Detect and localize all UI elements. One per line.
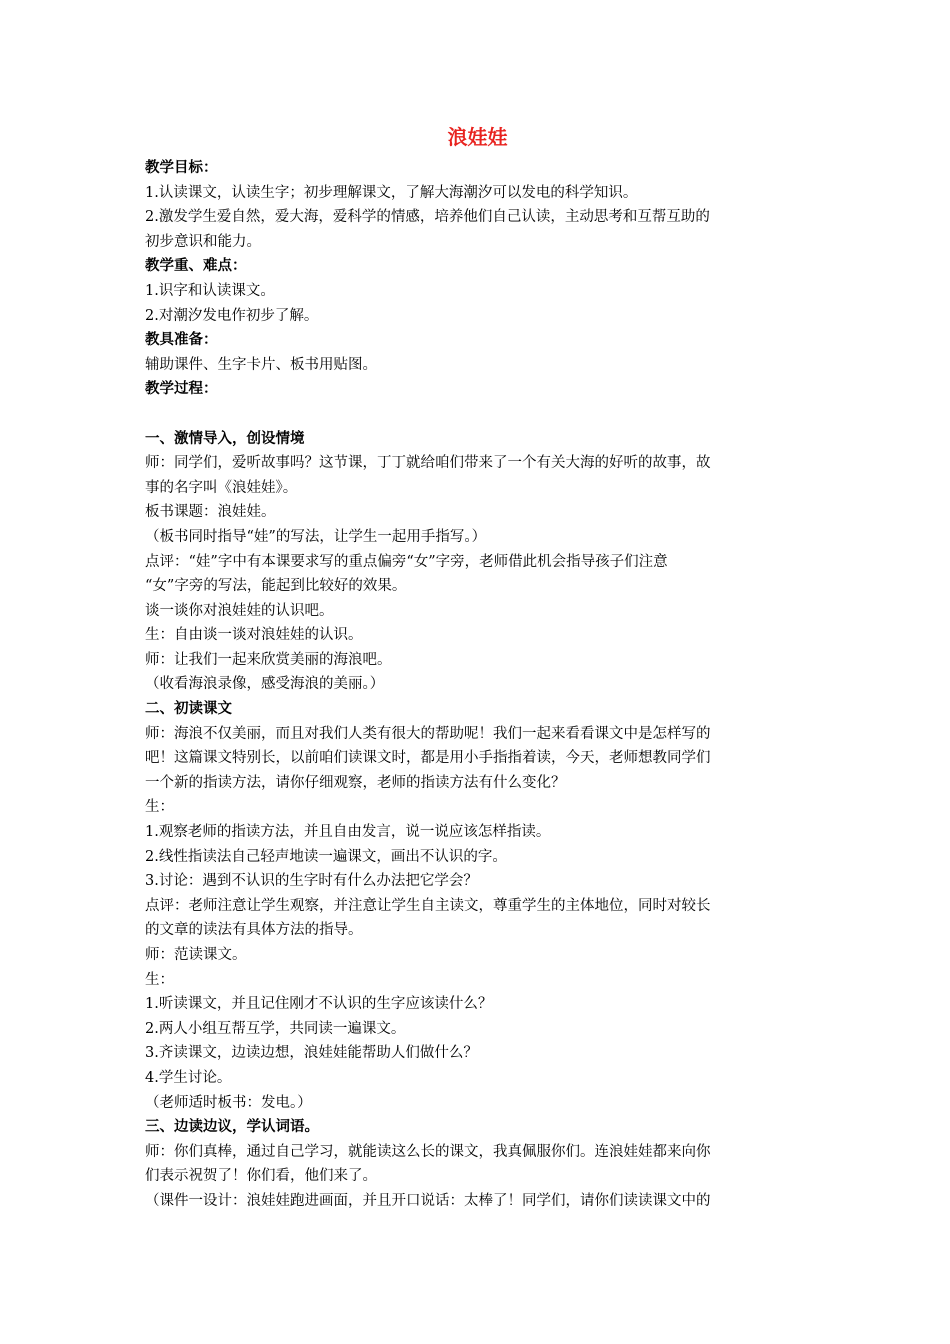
- text-line: 点评：“娃”字中有本课要求写的重点偏旁“女”字旁，老师借此机会指导孩子们注意: [145, 553, 668, 570]
- text-line: 生：自由谈一谈对浪娃娃的认识。: [145, 627, 363, 644]
- text-line: 1.识字和认读课文。: [145, 282, 275, 299]
- text-line: （板书同时指导“娃”的写法，让学生一起用手指写。）: [145, 528, 487, 545]
- section-heading: 教学目标：: [145, 160, 218, 176]
- section-heading: 一、激情导入，创设情境: [145, 430, 305, 447]
- text-line: 初步意识和能力。: [145, 233, 261, 250]
- section-heading: 教学过程：: [145, 381, 218, 398]
- text-line: 生：: [145, 799, 174, 816]
- section-heading: 三、边读边议，学认词语。: [145, 1119, 319, 1136]
- text-line: （收看海浪录像，感受海浪的美丽。）: [145, 676, 385, 693]
- text-line: 师：范读课文。: [145, 947, 247, 963]
- text-line: 板书课题：浪娃娃。: [145, 504, 276, 521]
- text-line: 吧！这篇课文特别长，以前咱们读课文时，都是用小手指指着读，今天，老师想教同学们: [145, 750, 711, 767]
- text-line: 师：你们真棒，通过自己学习，就能读这么长的课文，我真佩服你们。连浪娃娃都来向你: [145, 1143, 711, 1160]
- text-line: 2.激发学生爱自然，爱大海，爱科学的情感，培养他们自己认读，主动思考和互帮互助的: [145, 209, 710, 226]
- text-line: 一个新的指读方法，请你仔细观察，老师的指读方法有什么变化？: [145, 774, 566, 791]
- text-line: （老师适时板书：发电。）: [145, 1094, 312, 1111]
- document-page: [145, 118, 810, 1214]
- text-line: 们表示祝贺了！你们看，他们来了。: [145, 1168, 377, 1185]
- text-line: 3.齐读课文，边读边想，浪娃娃能帮助人们做什么？: [145, 1045, 478, 1062]
- text-line: 1.听读课文，并且记住刚才不认识的生字应该读什么？: [145, 996, 493, 1013]
- text-line: 生：: [145, 971, 174, 988]
- text-line: 1.认读课文，认读生字；初步理解课文，了解大海潮汐可以发电的科学知识。: [145, 184, 638, 201]
- text-line: 3.讨论：遇到不认识的生字时有什么办法把它学会？: [145, 873, 478, 890]
- text-line: 点评：老师注意让学生观察，并注意让学生自主读文，尊重学生的主体地位，同时对较长: [145, 897, 711, 914]
- text-line: 1.观察老师的指读方法，并且自由发言，说一说应该怎样指读。: [145, 824, 551, 841]
- text-line: 师：让我们一起来欣赏美丽的海浪吧。: [145, 651, 392, 668]
- section-heading: 教具准备：: [145, 332, 218, 349]
- text-line: （课件一设计：浪娃娃跑进画面，并且开口说话：太棒了！同学们，请你们读读课文中的: [145, 1192, 711, 1209]
- section-heading: 二、初读课文: [145, 701, 232, 718]
- text-line: 4.学生讨论。: [145, 1069, 232, 1086]
- document-title: 浪娃娃: [447, 125, 508, 149]
- text-line: 师：同学们，爱听故事吗？这节课，丁丁就给咱们带来了一个有关大海的好听的故事，故: [145, 455, 711, 472]
- text-line: 事的名字叫《浪娃娃》。: [145, 479, 298, 496]
- text-line: 2.两人小组互帮互学，共同读一遍课文。: [145, 1020, 406, 1037]
- text-line: 师：海浪不仅美丽，而且对我们人类有很大的帮助呢！我们一起来看看课文中是怎样写的: [145, 725, 711, 742]
- section-heading: 教学重、难点：: [145, 258, 247, 275]
- text-line: 的文章的读法有具体方法的指导。: [145, 922, 363, 939]
- document-body: [145, 156, 810, 1214]
- text-line: 2.线性指读法自己轻声地读一遍课文，画出不认识的字。: [145, 848, 507, 865]
- blank-line: [145, 402, 810, 427]
- text-line: 2.对潮汐发电作初步了解。: [145, 307, 319, 324]
- text-line: 辅助课件、生字卡片、板书用贴图。: [145, 356, 377, 373]
- text-line: “女”字旁的写法，能起到比较好的效果。: [145, 578, 407, 595]
- text-line: 谈一谈你对浪娃娃的认识吧。: [145, 602, 334, 619]
